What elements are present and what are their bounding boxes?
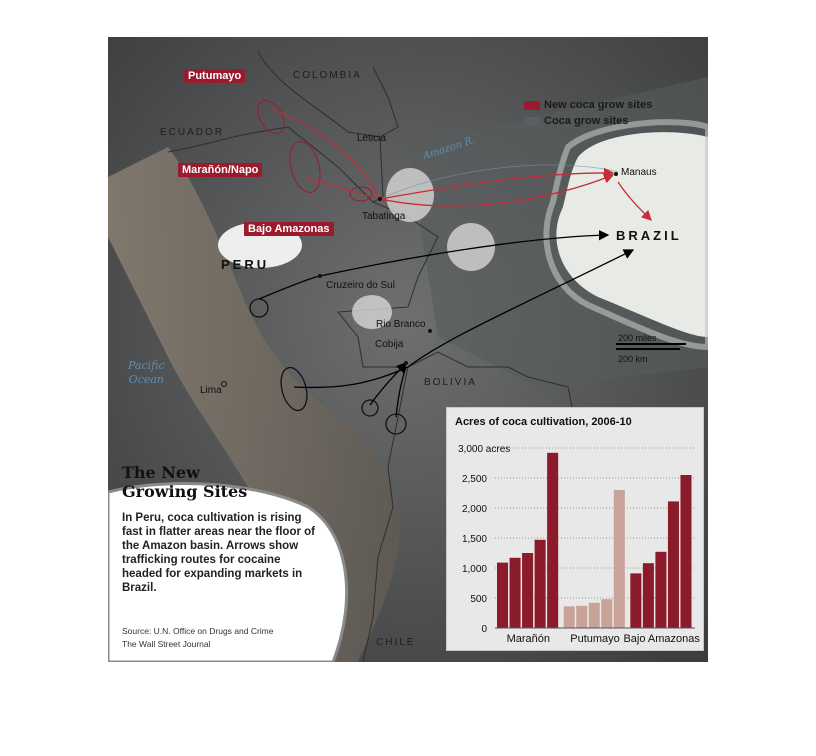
label-brazil: BRAZIL xyxy=(616,228,682,243)
cruzeiro-dot xyxy=(318,274,322,278)
chart-bar xyxy=(614,490,625,628)
label-pacific-ocean xyxy=(128,359,165,387)
label-chile: CHILE xyxy=(376,637,416,648)
chart-bar xyxy=(576,606,587,628)
chart-bar xyxy=(564,606,575,628)
info-title xyxy=(122,463,247,501)
label-lima: Lima xyxy=(200,385,222,396)
label-tabatinga: Tabatinga xyxy=(362,211,406,222)
chart-tick-label: 2,000 xyxy=(461,504,487,515)
label-cobija: Cobija xyxy=(375,339,404,350)
coca-chart-panel xyxy=(446,407,704,651)
chart-category-label: Putumayo xyxy=(570,633,620,645)
chart-bar xyxy=(655,552,666,628)
label-colombia: COLOMBIA xyxy=(293,70,362,81)
legend-sites xyxy=(524,115,628,127)
legend-swatch-new xyxy=(524,101,540,110)
label-bolivia: BOLIVIA xyxy=(424,377,477,388)
info-source xyxy=(122,625,274,651)
chart-tick-label: 3,000 acres xyxy=(458,444,511,455)
chart-tick-label: 1,500 xyxy=(461,534,487,545)
ocean-line-1: Pacific xyxy=(128,359,165,372)
chart-bar xyxy=(497,563,508,628)
label-ecuador: ECUADOR xyxy=(160,127,225,138)
label-peru: PERU xyxy=(221,257,270,272)
legend-new-sites xyxy=(524,99,652,111)
chart-title: Acres of coca cultivation, 2006-10 xyxy=(455,416,632,428)
map-graphic xyxy=(108,37,708,662)
legend-label-new: New coca grow sites xyxy=(544,99,653,111)
source-line-1: Source: U.N. Office on Drugs and Crime xyxy=(122,626,274,636)
label-manaus: Manaus xyxy=(621,167,657,178)
tag-putumayo: Putumayo xyxy=(184,69,245,83)
chart-bar xyxy=(535,540,546,628)
chart-tick-label: 2,500 xyxy=(461,474,487,485)
chart-tick-label: 500 xyxy=(470,594,487,605)
rio-branco-dot xyxy=(428,329,432,333)
source-line-2: The Wall Street Journal xyxy=(122,639,211,649)
cobija-dot xyxy=(404,361,408,365)
legend-swatch-sites xyxy=(524,117,540,126)
chart-bar xyxy=(601,599,612,628)
scale-km: 200 km xyxy=(618,354,648,364)
chart-bar xyxy=(680,475,691,628)
info-title-line-2: Growing Sites xyxy=(122,482,248,501)
chart-category-label: Bajo Amazonas xyxy=(623,633,700,645)
label-amazon-river: Amazon R. xyxy=(421,134,477,162)
chart-bar xyxy=(589,603,600,628)
leticia-dot xyxy=(378,197,382,201)
ocean-line-2: Ocean xyxy=(128,373,164,386)
chart-bar xyxy=(522,553,533,628)
chart-bar xyxy=(630,573,641,628)
chart-bar xyxy=(547,453,558,628)
grow-site-central xyxy=(447,223,495,271)
label-cruzeiro: Cruzeiro do Sul xyxy=(326,280,395,291)
label-rio-branco: Rio Branco xyxy=(376,319,426,330)
chart-bar xyxy=(668,501,679,628)
info-title-line-1: The New xyxy=(122,463,200,482)
legend-label-sites: Coca grow sites xyxy=(544,115,629,127)
scale-miles: 200 miles xyxy=(618,333,657,343)
info-body: In Peru, coca cultivation is rising fast in flatter areas near the floor of the Amazon basin. Arrows show trafficking routes for cocaine headed for expanding markets in Brazil. xyxy=(122,512,315,594)
manaus-dot xyxy=(614,172,618,176)
chart-tick-label: 1,000 xyxy=(461,564,487,575)
chart-category-label: Marañón xyxy=(506,633,551,645)
tag-bajo-amazonas: Bajo Amazonas xyxy=(244,222,334,236)
chart-bar xyxy=(643,563,654,628)
tag-maranon: Marañón/Napo xyxy=(178,163,262,177)
chart-svg xyxy=(447,408,703,650)
chart-bar xyxy=(510,558,521,628)
chart-tick-label: 0 xyxy=(481,624,487,635)
label-leticia: Leticia xyxy=(357,133,386,144)
